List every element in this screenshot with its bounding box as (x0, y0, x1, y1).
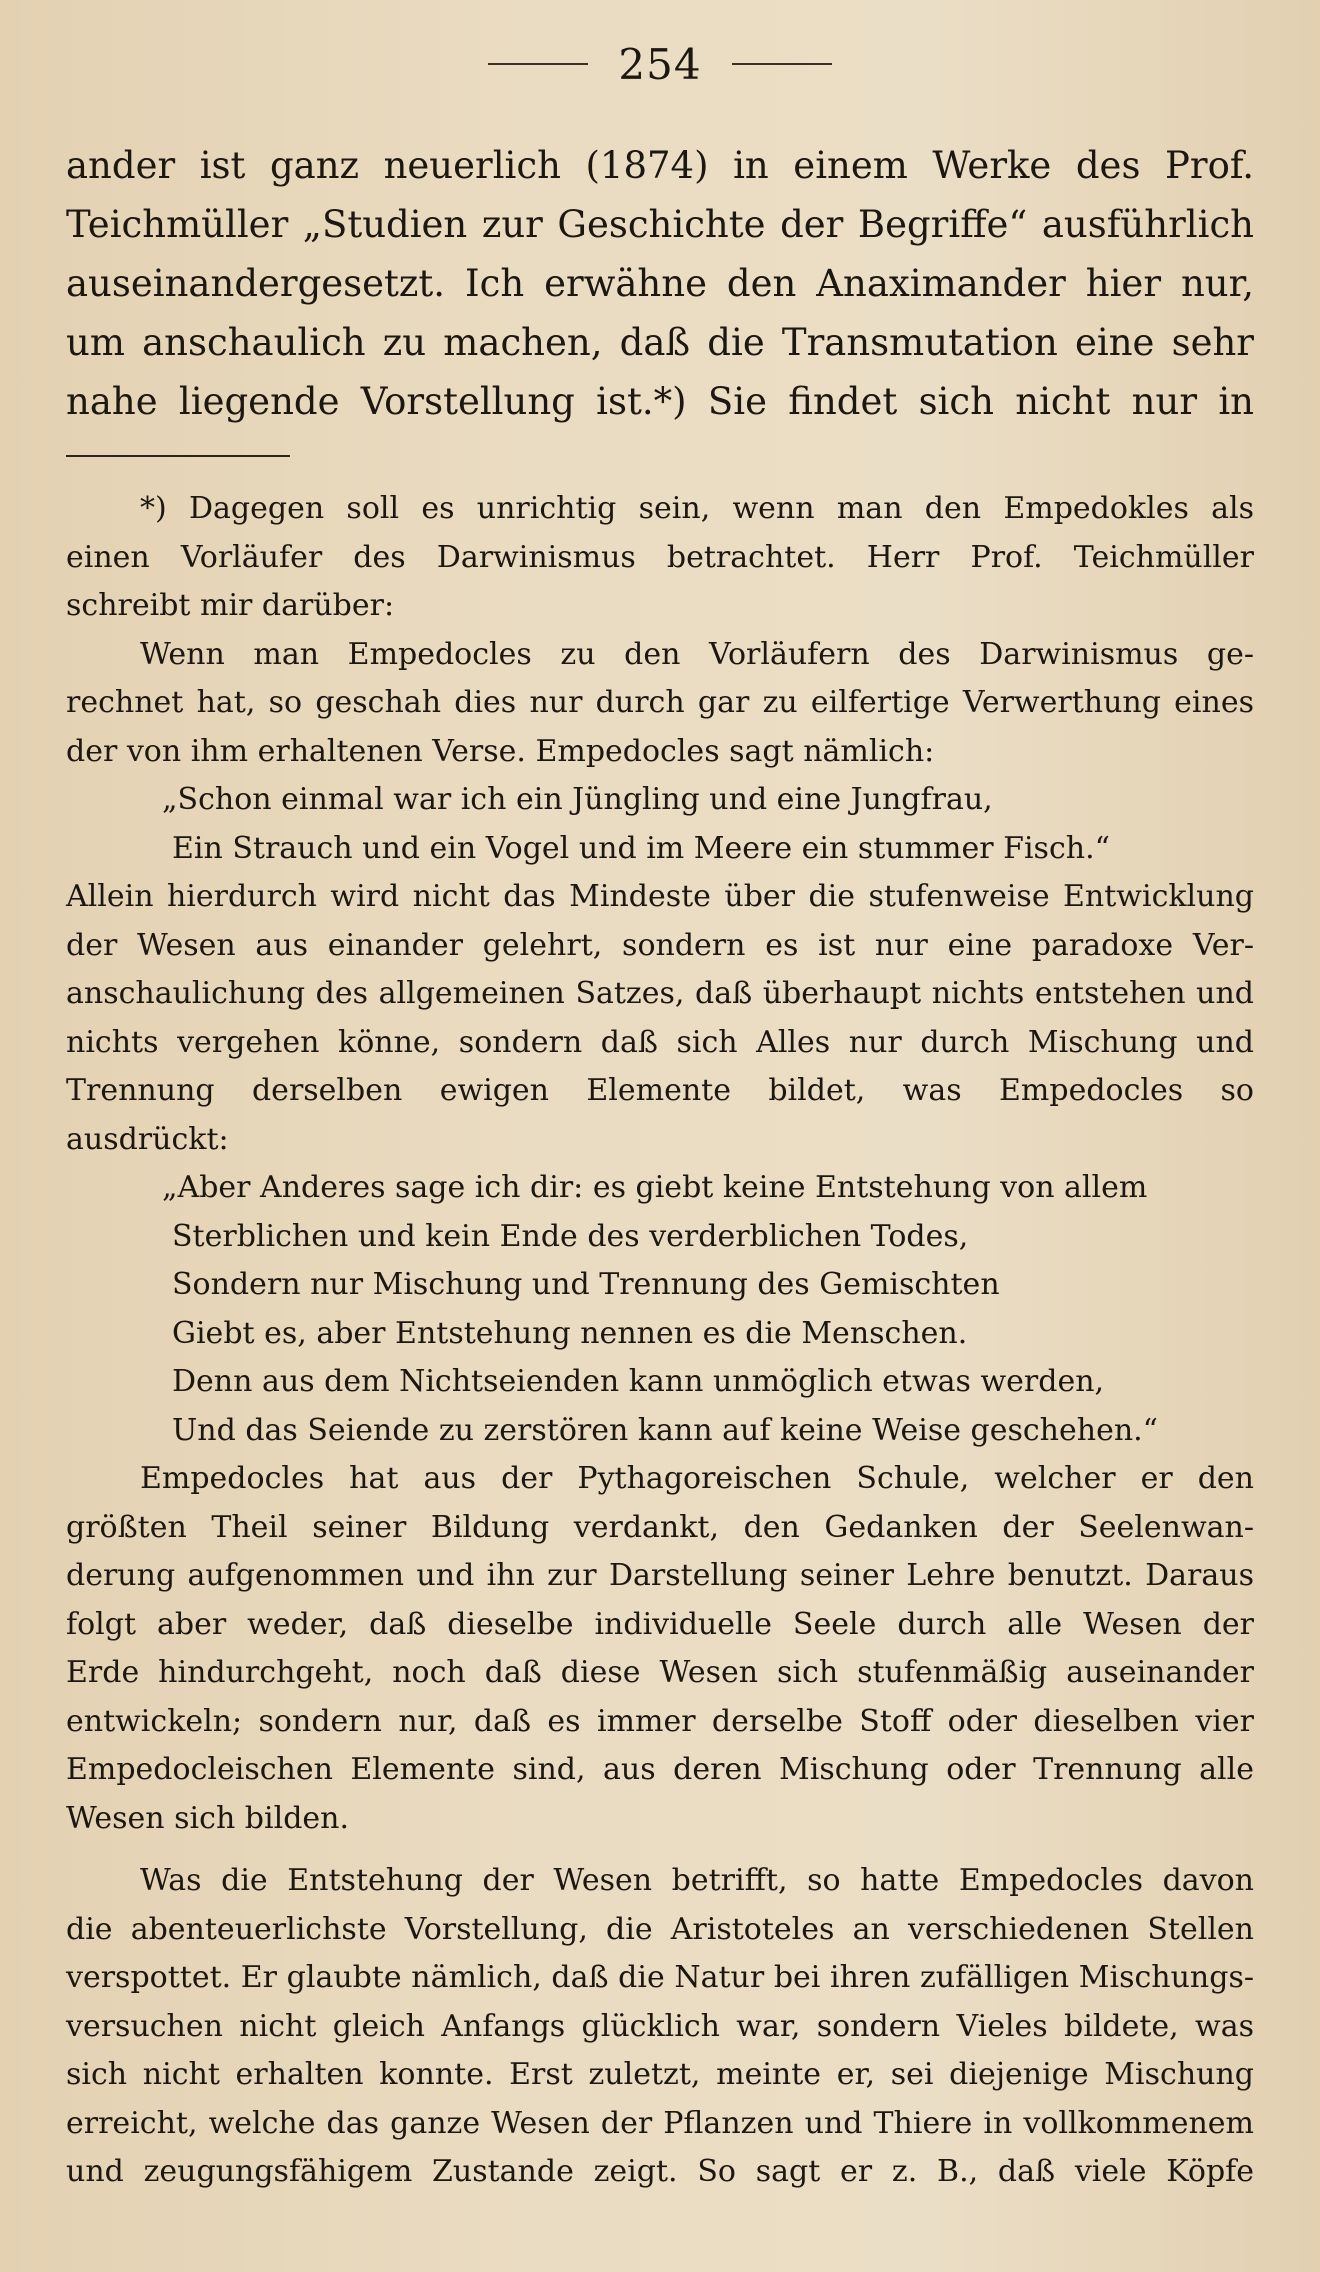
footnote-line: Trennung derselben ewigen Elemente bildet, was Empedocles so (66, 1073, 1254, 1108)
footnote-divider (66, 455, 290, 457)
footnote-line: schreibt mir darüber: (66, 588, 395, 623)
footnote-line: versuchen nicht gleich Anfangs glücklich war, sondern Vieles bildete, was (66, 2008, 1254, 2044)
footnote-line: rechnet hat, so geschah dies nur durch gar zu eilfertige Verwerthung eines (66, 685, 1254, 720)
page-header (66, 36, 1254, 92)
header-rule-right (732, 63, 832, 65)
verse-line: Sondern nur Mischung und Trennung des Gemischten (172, 1267, 1000, 1302)
footnote-line: folgt aber weder, daß dieselbe individuelle Seele durch alle Wesen der (66, 1606, 1254, 1642)
footnote-line: Erde hindurchgeht, noch daß diese Wesen sich stufenmäßig auseinander (66, 1655, 1254, 1690)
verse-line: „Schon einmal war ich ein Jüngling und eine Jungfrau, (162, 782, 993, 817)
footnote-line: verspottet. Er glaubte nämlich, daß die Natur bei ihren zufälligen Mischungs- (66, 1960, 1254, 1995)
footnote-line: anschaulichung des allgemeinen Satzes, daß überhaupt nichts entstehen und (66, 976, 1254, 1011)
footnote-line: einen Vorläufer des Darwinismus betrachtet. Herr Prof. Teichmüller (66, 539, 1254, 575)
text-line: ander ist ganz neuerlich (1874) in einem Werke des Prof. (66, 144, 1254, 187)
footnote-line: die abenteuerlichste Vorstellung, die Aristoteles an verschiedenen Stellen (66, 1911, 1254, 1947)
footnote-line: *) Dagegen soll es unrichtig sein, wenn man den Empedokles als (140, 491, 1254, 526)
footnote-line: erreicht, welche das ganze Wesen der Pflanzen und Thiere in vollkommenem (66, 2105, 1254, 2141)
footnote-line: Wenn man Empedocles zu den Vorläufern des Darwinismus ge- (140, 636, 1254, 672)
footnote-line: Allein hierdurch wird nicht das Mindeste über die stufenweise Entwicklung (66, 879, 1254, 914)
footnote-paragraph-4 (66, 1455, 1254, 1843)
footnote-line: Empedocles hat aus der Pythagoreischen Schule, welcher er den (140, 1461, 1254, 1496)
text-line: nahe liegende Vorstellung ist.*) Sie findet sich nicht nur in (66, 380, 1254, 423)
footnote-line: der von ihm erhaltenen Verse. Empedocles sagt nämlich: (66, 733, 935, 769)
footnote-line: ausdrückt: (66, 1121, 229, 1157)
footnote-line: und zeugungsfähigem Zustande zeigt. So sagt er z. B., daß viele Köpfe (66, 2154, 1254, 2189)
footnote-line: entwickeln; sondern nur, daß es immer derselbe Stoff oder dieselben vier (66, 1703, 1254, 1739)
text-line: auseinandergesetzt. Ich erwähne den Anaximander hier nur, (66, 262, 1254, 305)
main-text (66, 136, 1254, 431)
verse-line: Ein Strauch und ein Vogel und im Meere ein stummer Fisch.“ (172, 830, 1110, 866)
verse-line: „Aber Anderes sage ich dir: es giebt keine Entstehung von allem (162, 1170, 1148, 1205)
verse-line: Und das Seiende zu zerstören kann auf keine Weise geschehen.“ (172, 1412, 1159, 1448)
verse-quote-2 (66, 1164, 1254, 1455)
verse-line: Denn aus dem Nichtseienden kann unmöglich etwas werden, (172, 1364, 1105, 1399)
footnote-line: Was die Entstehung der Wesen betrifft, so hatte Empedocles davon (140, 1863, 1254, 1898)
text-line: Teichmüller „Studien zur Geschichte der Begriffe“ ausführlich (66, 203, 1254, 246)
footnote (66, 485, 1254, 2197)
header-rule-left (488, 63, 588, 65)
page-number: 254 (618, 39, 702, 89)
footnote-line: größten Theil seiner Bildung verdankt, den Gedanken der Seelenwan- (66, 1509, 1254, 1545)
text-line: um anschaulich zu machen, daß die Transmutation eine sehr (66, 321, 1254, 364)
footnote-line: Empedocleischen Elemente sind, aus deren Mischung oder Trennung alle (66, 1752, 1254, 1787)
footnote-line: nichts vergehen könne, sondern daß sich Alles nur durch Mischung und (66, 1024, 1254, 1060)
verse-line: Giebt es, aber Entstehung nennen es die Menschen. (172, 1315, 968, 1351)
footnote-line: der Wesen aus einander gelehrt, sondern es ist nur eine paradoxe Ver- (66, 927, 1254, 963)
footnote-paragraph-1 (66, 485, 1254, 631)
footnote-line: derung aufgenommen und ihn zur Darstellung seiner Lehre benutzt. Daraus (66, 1558, 1254, 1593)
main-paragraph (66, 136, 1254, 431)
verse-quote-1 (66, 776, 1254, 873)
footnote-paragraph-5 (66, 1857, 1254, 2197)
footnote-line: Wesen sich bilden. (66, 1800, 350, 1836)
footnote-line: sich nicht erhalten konnte. Erst zuletzt, meinte er, sei diejenige Mischung (66, 2057, 1254, 2092)
footnote-paragraph-3 (66, 873, 1254, 1164)
verse-line: Sterblichen und kein Ende des verderblichen Todes, (172, 1218, 969, 1254)
footnote-paragraph-2 (66, 631, 1254, 777)
